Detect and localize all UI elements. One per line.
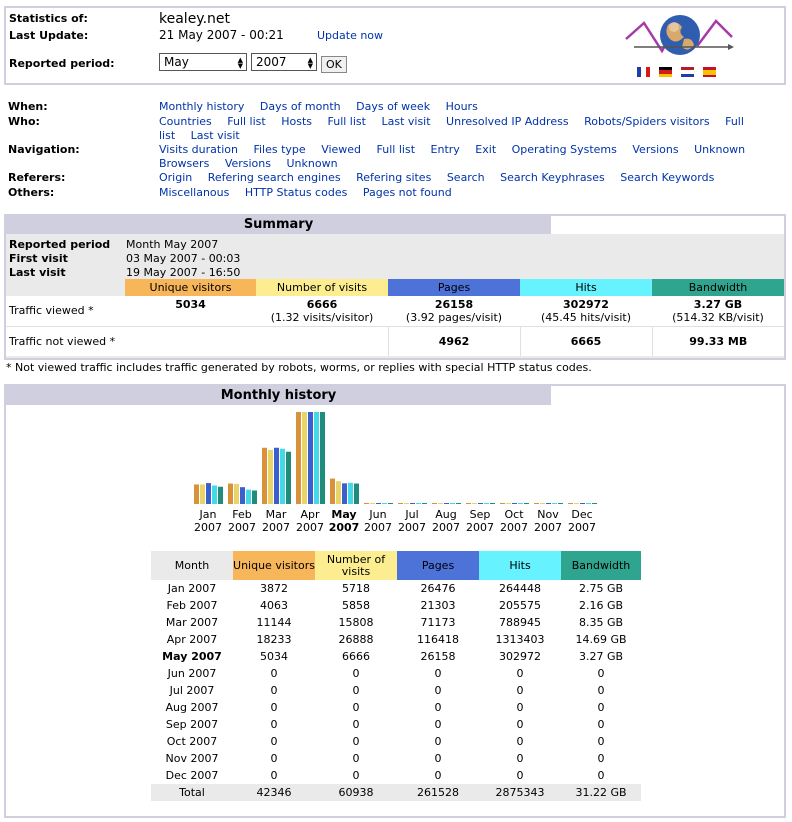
bar-unique-visitors-mar [262, 448, 267, 504]
traffic-not-viewed-label: Traffic not viewed * [9, 334, 116, 348]
not-viewed-hits: 6665 [520, 326, 652, 356]
x-tick-year: 2007 [398, 521, 426, 534]
mh-month-cell: Jul 2007 [169, 684, 215, 697]
mh-month-cell: Nov 2007 [165, 752, 219, 765]
nav-link-browsers[interactable]: Browsers [159, 157, 210, 170]
bar-number-of-visits-nov [540, 503, 545, 504]
mh-value-cell: 18233 [256, 633, 292, 646]
bar-pages-jan [206, 483, 211, 504]
bar-hits-sep [484, 503, 489, 504]
mh-value-cell: 6666 [342, 650, 370, 663]
flag-nl-icon[interactable] [681, 67, 694, 77]
bar-hits-may [348, 483, 353, 504]
nav-link-full-list[interactable]: Full list [376, 143, 416, 156]
x-tick-year: 2007 [432, 521, 460, 534]
mh-value-cell: 0 [270, 769, 278, 782]
bar-unique-visitors-aug [432, 503, 437, 504]
bar-hits-jun [382, 503, 387, 504]
bar-pages-nov [546, 503, 551, 504]
bar-pages-dec [580, 503, 585, 504]
mh-value-cell: 5034 [260, 650, 288, 663]
viewed-visits: 6666 [306, 297, 338, 311]
table-row [151, 597, 641, 614]
flag-es-icon[interactable] [703, 67, 716, 77]
mh-month-cell: May 2007 [162, 650, 222, 663]
mh-value-cell: 3.27 GB [578, 650, 624, 663]
mh-value-cell: 0 [516, 667, 524, 680]
nav-others-label: Others: [8, 186, 55, 199]
summary-footnote: * Not viewed traffic includes traffic generated by robots, worms, or replies with special HTTP status codes. [6, 361, 592, 374]
bar-bandwidth-nov [558, 503, 563, 504]
monthly-history-title: Monthly history [6, 386, 551, 405]
x-tick-year: 2007 [466, 521, 494, 534]
nav-link-search-keyphrases[interactable]: Search Keyphrases [500, 171, 605, 184]
x-tick-month: Aug [435, 508, 457, 521]
nav-link-hours[interactable]: Hours [445, 100, 478, 113]
mh-value-cell: 1313403 [495, 633, 545, 646]
total-label: Total [179, 786, 205, 799]
nav-who-label: Who: [8, 115, 40, 128]
mh-value-cell: 0 [352, 752, 360, 765]
nav-link-visits-duration[interactable]: Visits duration [159, 143, 238, 156]
bar-pages-feb [240, 487, 245, 504]
mh-month-cell: Jun 2007 [167, 667, 217, 680]
viewed-bandwidth-cell [652, 296, 784, 326]
select-arrows-icon: ▲ ▼ [307, 56, 313, 70]
nav-link-full-list[interactable]: Full list [159, 115, 744, 142]
mh-col-pages: Pages [397, 551, 479, 580]
summary-panel [4, 214, 786, 360]
nav-link-refering-search-engines[interactable]: Refering search engines [207, 171, 341, 184]
awstats-globe-logo [624, 11, 734, 59]
nav-link-operating-systems[interactable]: Operating Systems [511, 143, 617, 156]
mh-value-cell: 0 [516, 769, 524, 782]
total-cell: 2875343 [495, 786, 545, 799]
nav-link-viewed[interactable]: Viewed [321, 143, 362, 156]
select-arrows-icon: ▲ ▼ [237, 56, 243, 70]
mh-month-cell: Oct 2007 [166, 735, 218, 748]
nav-link-entry[interactable]: Entry [430, 143, 460, 156]
mh-value-cell: 0 [352, 769, 360, 782]
mh-value-cell: 14.69 GB [575, 633, 627, 646]
mh-month-cell: Feb 2007 [166, 599, 218, 612]
nav-link-search[interactable]: Search [446, 171, 485, 184]
mh-value-cell: 788945 [499, 616, 541, 629]
mh-value-cell: 2.75 GB [578, 582, 624, 595]
mh-value-cell: 264448 [499, 582, 541, 595]
mh-value-cell: 0 [597, 735, 605, 748]
mh-col-hits: Hits [479, 551, 561, 580]
bar-number-of-visits-may [336, 481, 341, 504]
mh-value-cell: 0 [516, 718, 524, 731]
nav-link-files-type[interactable]: Files type [253, 143, 306, 156]
x-tick-year: 2007 [534, 521, 562, 534]
x-tick-year: 2007 [364, 521, 392, 534]
mh-value-cell: 0 [352, 701, 360, 714]
mh-value-cell: 0 [434, 701, 442, 714]
nav-link-pages-not-found[interactable]: Pages not found [362, 186, 452, 199]
mh-value-cell: 0 [434, 718, 442, 731]
x-tick-year: 2007 [194, 521, 222, 534]
x-tick-year: 2007 [500, 521, 528, 534]
mh-value-cell: 0 [270, 752, 278, 765]
flag-fr-icon[interactable] [637, 67, 650, 77]
bar-bandwidth-jul [422, 503, 427, 504]
col-unique-visitors: Unique visitors [125, 279, 256, 296]
bar-unique-visitors-may [330, 479, 335, 504]
x-tick-year: 2007 [328, 521, 360, 534]
mh-value-cell: 0 [434, 735, 442, 748]
table-row [151, 733, 641, 750]
bar-unique-visitors-sep [466, 503, 471, 504]
monthly-history-table [151, 551, 641, 801]
table-row [151, 614, 641, 631]
bar-pages-oct [512, 503, 517, 504]
bar-hits-feb [246, 490, 251, 504]
site-name: kealey.net [159, 11, 231, 27]
nav-link-refering-sites[interactable]: Refering sites [356, 171, 432, 184]
nav-referers-links [159, 171, 769, 185]
monthly-history-panel [4, 384, 786, 818]
bar-unique-visitors-nov [534, 503, 539, 504]
viewed-unique-visitors: 5034 [175, 298, 206, 311]
total-row [151, 784, 641, 801]
mh-value-cell: 0 [597, 667, 605, 680]
nav-link-versions[interactable]: Versions [632, 143, 679, 156]
mh-value-cell: 0 [516, 735, 524, 748]
mh-value-cell: 0 [270, 667, 278, 680]
viewed-hits-sub: (45.45 hits/visit) [540, 310, 631, 324]
mh-value-cell: 0 [270, 701, 278, 714]
month-select[interactable] [159, 53, 247, 71]
mh-value-cell: 21303 [420, 599, 456, 612]
mh-value-cell: 8.35 GB [578, 616, 624, 629]
table-row [151, 682, 641, 699]
mh-value-cell: 0 [270, 718, 278, 731]
mh-value-cell: 26158 [420, 650, 456, 663]
viewed-pages-cell [388, 296, 520, 326]
bar-hits-nov [552, 503, 557, 504]
bar-unique-visitors-oct [500, 503, 505, 504]
nav-link-countries[interactable]: Countries [159, 115, 212, 128]
bar-hits-oct [518, 503, 523, 504]
x-tick-year: 2007 [228, 521, 256, 534]
ok-button[interactable]: OK [321, 56, 347, 73]
bar-number-of-visits-jun [370, 503, 375, 504]
x-tick-month: Sep [469, 508, 491, 521]
month-select-value: May [164, 55, 189, 69]
summary-title: Summary [6, 216, 551, 234]
bar-hits-apr [314, 412, 319, 504]
mh-col-month: Month [151, 551, 233, 580]
mh-value-cell: 302972 [499, 650, 541, 663]
last-update-value: 21 May 2007 - 00:21 [159, 28, 284, 42]
mh-value-cell: 0 [597, 684, 605, 697]
bar-unique-visitors-feb [228, 483, 233, 504]
bar-hits-aug [450, 503, 455, 504]
nav-link-versions[interactable]: Versions [224, 157, 271, 170]
viewed-hits-cell [520, 296, 652, 326]
mh-value-cell: 0 [352, 667, 360, 680]
mh-month-cell: Mar 2007 [165, 616, 219, 629]
summary-title-right [551, 216, 784, 234]
mh-month-cell: Dec 2007 [165, 769, 219, 782]
reported-period-label: Reported period [9, 238, 111, 251]
mh-value-cell: 0 [434, 752, 442, 765]
nav-when-links [159, 100, 769, 114]
col-pages: Pages [388, 279, 520, 296]
nav-referers-label: Referers: [8, 171, 66, 184]
mh-value-cell: 205575 [499, 599, 541, 612]
mh-value-cell: 0 [516, 684, 524, 697]
reported-period-value: Month May 2007 [126, 238, 219, 251]
update-now-link[interactable]: Update now [317, 29, 384, 42]
bar-unique-visitors-jan [194, 484, 199, 504]
table-row [151, 716, 641, 733]
reported-period-label: Reported period: [9, 57, 115, 70]
mh-value-cell: 11144 [256, 616, 292, 629]
mh-month-cell: Aug 2007 [165, 701, 219, 714]
mh-value-cell: 71173 [420, 616, 456, 629]
bar-hits-dec [586, 503, 591, 504]
mh-value-cell: 0 [516, 752, 524, 765]
table-row [151, 631, 641, 648]
nav-navigation-label: Navigation: [8, 143, 80, 156]
mh-value-cell: 0 [597, 769, 605, 782]
mh-month-cell: Apr 2007 [166, 633, 218, 646]
table-row [151, 665, 641, 682]
bar-bandwidth-mar [286, 452, 291, 504]
nav-link-last-visit[interactable]: Last visit [190, 129, 240, 142]
nav-link-http-status-codes[interactable]: HTTP Status codes [244, 186, 348, 199]
mh-value-cell: 116418 [417, 633, 459, 646]
table-row [151, 750, 641, 767]
bar-bandwidth-may [354, 484, 359, 504]
nav-link-days-of-week[interactable]: Days of week [356, 100, 431, 113]
nav-navigation-links [159, 143, 769, 171]
bar-pages-jul [410, 503, 415, 504]
col-hits: Hits [520, 279, 652, 296]
x-tick-year: 2007 [296, 521, 324, 534]
mh-value-cell: 26888 [338, 633, 374, 646]
x-tick-month: Oct [504, 508, 524, 521]
bar-bandwidth-aug [456, 503, 461, 504]
table-row [151, 648, 641, 665]
viewed-pages-sub: (3.92 pages/visit) [405, 310, 503, 324]
not-viewed-empty [125, 326, 388, 356]
bar-bandwidth-jan [218, 487, 223, 504]
x-tick-month: Jul [405, 508, 419, 521]
mh-value-cell: 26476 [420, 582, 456, 595]
mh-value-cell: 0 [434, 684, 442, 697]
mh-value-cell: 0 [516, 701, 524, 714]
bar-number-of-visits-apr [302, 412, 307, 504]
x-tick-month: Feb [232, 508, 252, 521]
not-viewed-pages: 4962 [388, 326, 520, 356]
summary-table [6, 279, 784, 356]
mh-value-cell: 2.16 GB [578, 599, 624, 612]
nav-who-links [159, 115, 769, 143]
nav-link-full-list[interactable]: Full list [327, 115, 366, 128]
mh-month-cell: Jan 2007 [167, 582, 217, 595]
stats-label: Statistics of: [9, 12, 88, 25]
header-panel [4, 6, 786, 85]
bar-bandwidth-dec [592, 503, 597, 504]
bar-unique-visitors-jul [398, 503, 403, 504]
first-visit-value: 03 May 2007 - 00:03 [126, 252, 241, 265]
bar-unique-visitors-apr [296, 412, 301, 504]
x-tick-month: Mar [265, 508, 287, 521]
traffic-viewed-label: Traffic viewed * [9, 304, 94, 318]
nav-others-links [159, 186, 769, 200]
bar-pages-apr [308, 412, 313, 504]
nav-link-hosts[interactable]: Hosts [281, 115, 312, 128]
x-tick-month: Jan [199, 508, 217, 521]
mh-value-cell: 5858 [342, 599, 370, 612]
summary-corner [6, 279, 125, 296]
x-tick-month: Dec [571, 508, 593, 521]
viewed-pages: 26158 [434, 297, 474, 311]
bar-pages-may [342, 483, 347, 504]
bar-bandwidth-sep [490, 503, 495, 504]
bar-number-of-visits-aug [438, 503, 443, 504]
bar-number-of-visits-jan [200, 484, 205, 504]
bar-hits-mar [280, 449, 285, 504]
bar-pages-aug [444, 503, 449, 504]
total-cell: 42346 [256, 786, 292, 799]
nav-link-search-keywords[interactable]: Search Keywords [620, 171, 715, 184]
nav-link-last-visit[interactable]: Last visit [381, 115, 431, 128]
mh-value-cell: 3872 [260, 582, 288, 595]
bar-number-of-visits-oct [506, 503, 511, 504]
nav-link-monthly-history[interactable]: Monthly history [159, 100, 245, 113]
col-number-of-visits: Number of visits [256, 279, 388, 296]
x-tick-year: 2007 [568, 521, 596, 534]
mh-value-cell: 0 [270, 735, 278, 748]
mh-value-cell: 5718 [342, 582, 370, 595]
viewed-visits-cell [256, 296, 388, 326]
mh-value-cell: 0 [434, 769, 442, 782]
bar-number-of-visits-sep [472, 503, 477, 504]
nav-link-days-of-month[interactable]: Days of month [259, 100, 341, 113]
not-viewed-bandwidth: 99.33 MB [689, 334, 748, 348]
bar-number-of-visits-jul [404, 503, 409, 504]
nav-link-unresolved-ip-address[interactable]: Unresolved IP Address [446, 115, 569, 128]
total-cell: 261528 [417, 786, 459, 799]
mh-col-unique-visitors: Unique visitors [233, 551, 315, 580]
flag-de-icon[interactable] [659, 67, 672, 77]
last-visit-label: Last visit [9, 266, 66, 279]
x-tick-month: Apr [300, 508, 320, 521]
mh-value-cell: 0 [352, 684, 360, 697]
mh-value-cell: 0 [352, 735, 360, 748]
x-tick-month: Nov [537, 508, 559, 521]
bar-number-of-visits-dec [574, 503, 579, 504]
col-bandwidth: Bandwidth [652, 279, 784, 296]
bar-unique-visitors-dec [568, 503, 573, 504]
total-cell: 31.22 GB [575, 786, 627, 799]
total-cell: 60938 [338, 786, 374, 799]
viewed-visits-sub: (1.32 visits/visitor) [270, 310, 374, 324]
bar-hits-jul [416, 503, 421, 504]
mh-col-number-of-visits: Number of visits [315, 551, 397, 580]
viewed-bandwidth-sub: (514.32 KB/visit) [672, 310, 764, 324]
last-visit-value: 19 May 2007 - 16:50 [126, 266, 241, 279]
mh-value-cell: 0 [597, 701, 605, 714]
nav-link-origin[interactable]: Origin [159, 171, 193, 184]
nav-link-robots-spiders-visitors[interactable]: Robots/Spiders visitors [584, 115, 710, 128]
bar-bandwidth-feb [252, 490, 257, 504]
x-tick-month: Jun [369, 508, 387, 521]
nav-link-full-list[interactable]: Full list [227, 115, 266, 128]
mh-value-cell: 15808 [338, 616, 374, 629]
mh-value-cell: 0 [270, 684, 278, 697]
bar-pages-mar [274, 448, 279, 504]
nav-link-miscellanous[interactable]: Miscellanous [159, 186, 230, 199]
bar-pages-jun [376, 503, 381, 504]
viewed-hits: 302972 [563, 297, 609, 311]
mh-value-cell: 0 [597, 718, 605, 731]
first-visit-label: First visit [9, 252, 68, 265]
bar-unique-visitors-jun [364, 503, 369, 504]
bar-bandwidth-oct [524, 503, 529, 504]
mh-value-cell: 0 [434, 667, 442, 680]
nav-link-unknown[interactable]: Unknown [694, 143, 746, 156]
bar-bandwidth-apr [320, 412, 325, 504]
mh-value-cell: 0 [352, 718, 360, 731]
viewed-bandwidth: 3.27 GB [693, 297, 743, 311]
bar-bandwidth-jun [388, 503, 393, 504]
bar-number-of-visits-mar [268, 450, 273, 504]
year-select-value: 2007 [256, 55, 287, 69]
bar-number-of-visits-feb [234, 484, 239, 504]
mh-month-cell: Sep 2007 [165, 718, 219, 731]
monthly-history-chart [186, 406, 646, 556]
year-select[interactable] [251, 53, 317, 71]
x-tick-month: May [331, 508, 357, 521]
nav-link-unknown[interactable]: Unknown [286, 157, 338, 170]
table-row [151, 580, 641, 597]
table-row [151, 699, 641, 716]
mh-col-bandwidth: Bandwidth [561, 551, 641, 580]
table-row [151, 767, 641, 784]
nav-link-exit[interactable]: Exit [475, 143, 497, 156]
nav-when-label: When: [8, 100, 48, 113]
bar-hits-jan [212, 485, 217, 504]
bar-pages-sep [478, 503, 483, 504]
last-update-label: Last Update: [9, 29, 89, 42]
x-tick-year: 2007 [262, 521, 290, 534]
mh-value-cell: 4063 [260, 599, 288, 612]
mh-value-cell: 0 [597, 752, 605, 765]
